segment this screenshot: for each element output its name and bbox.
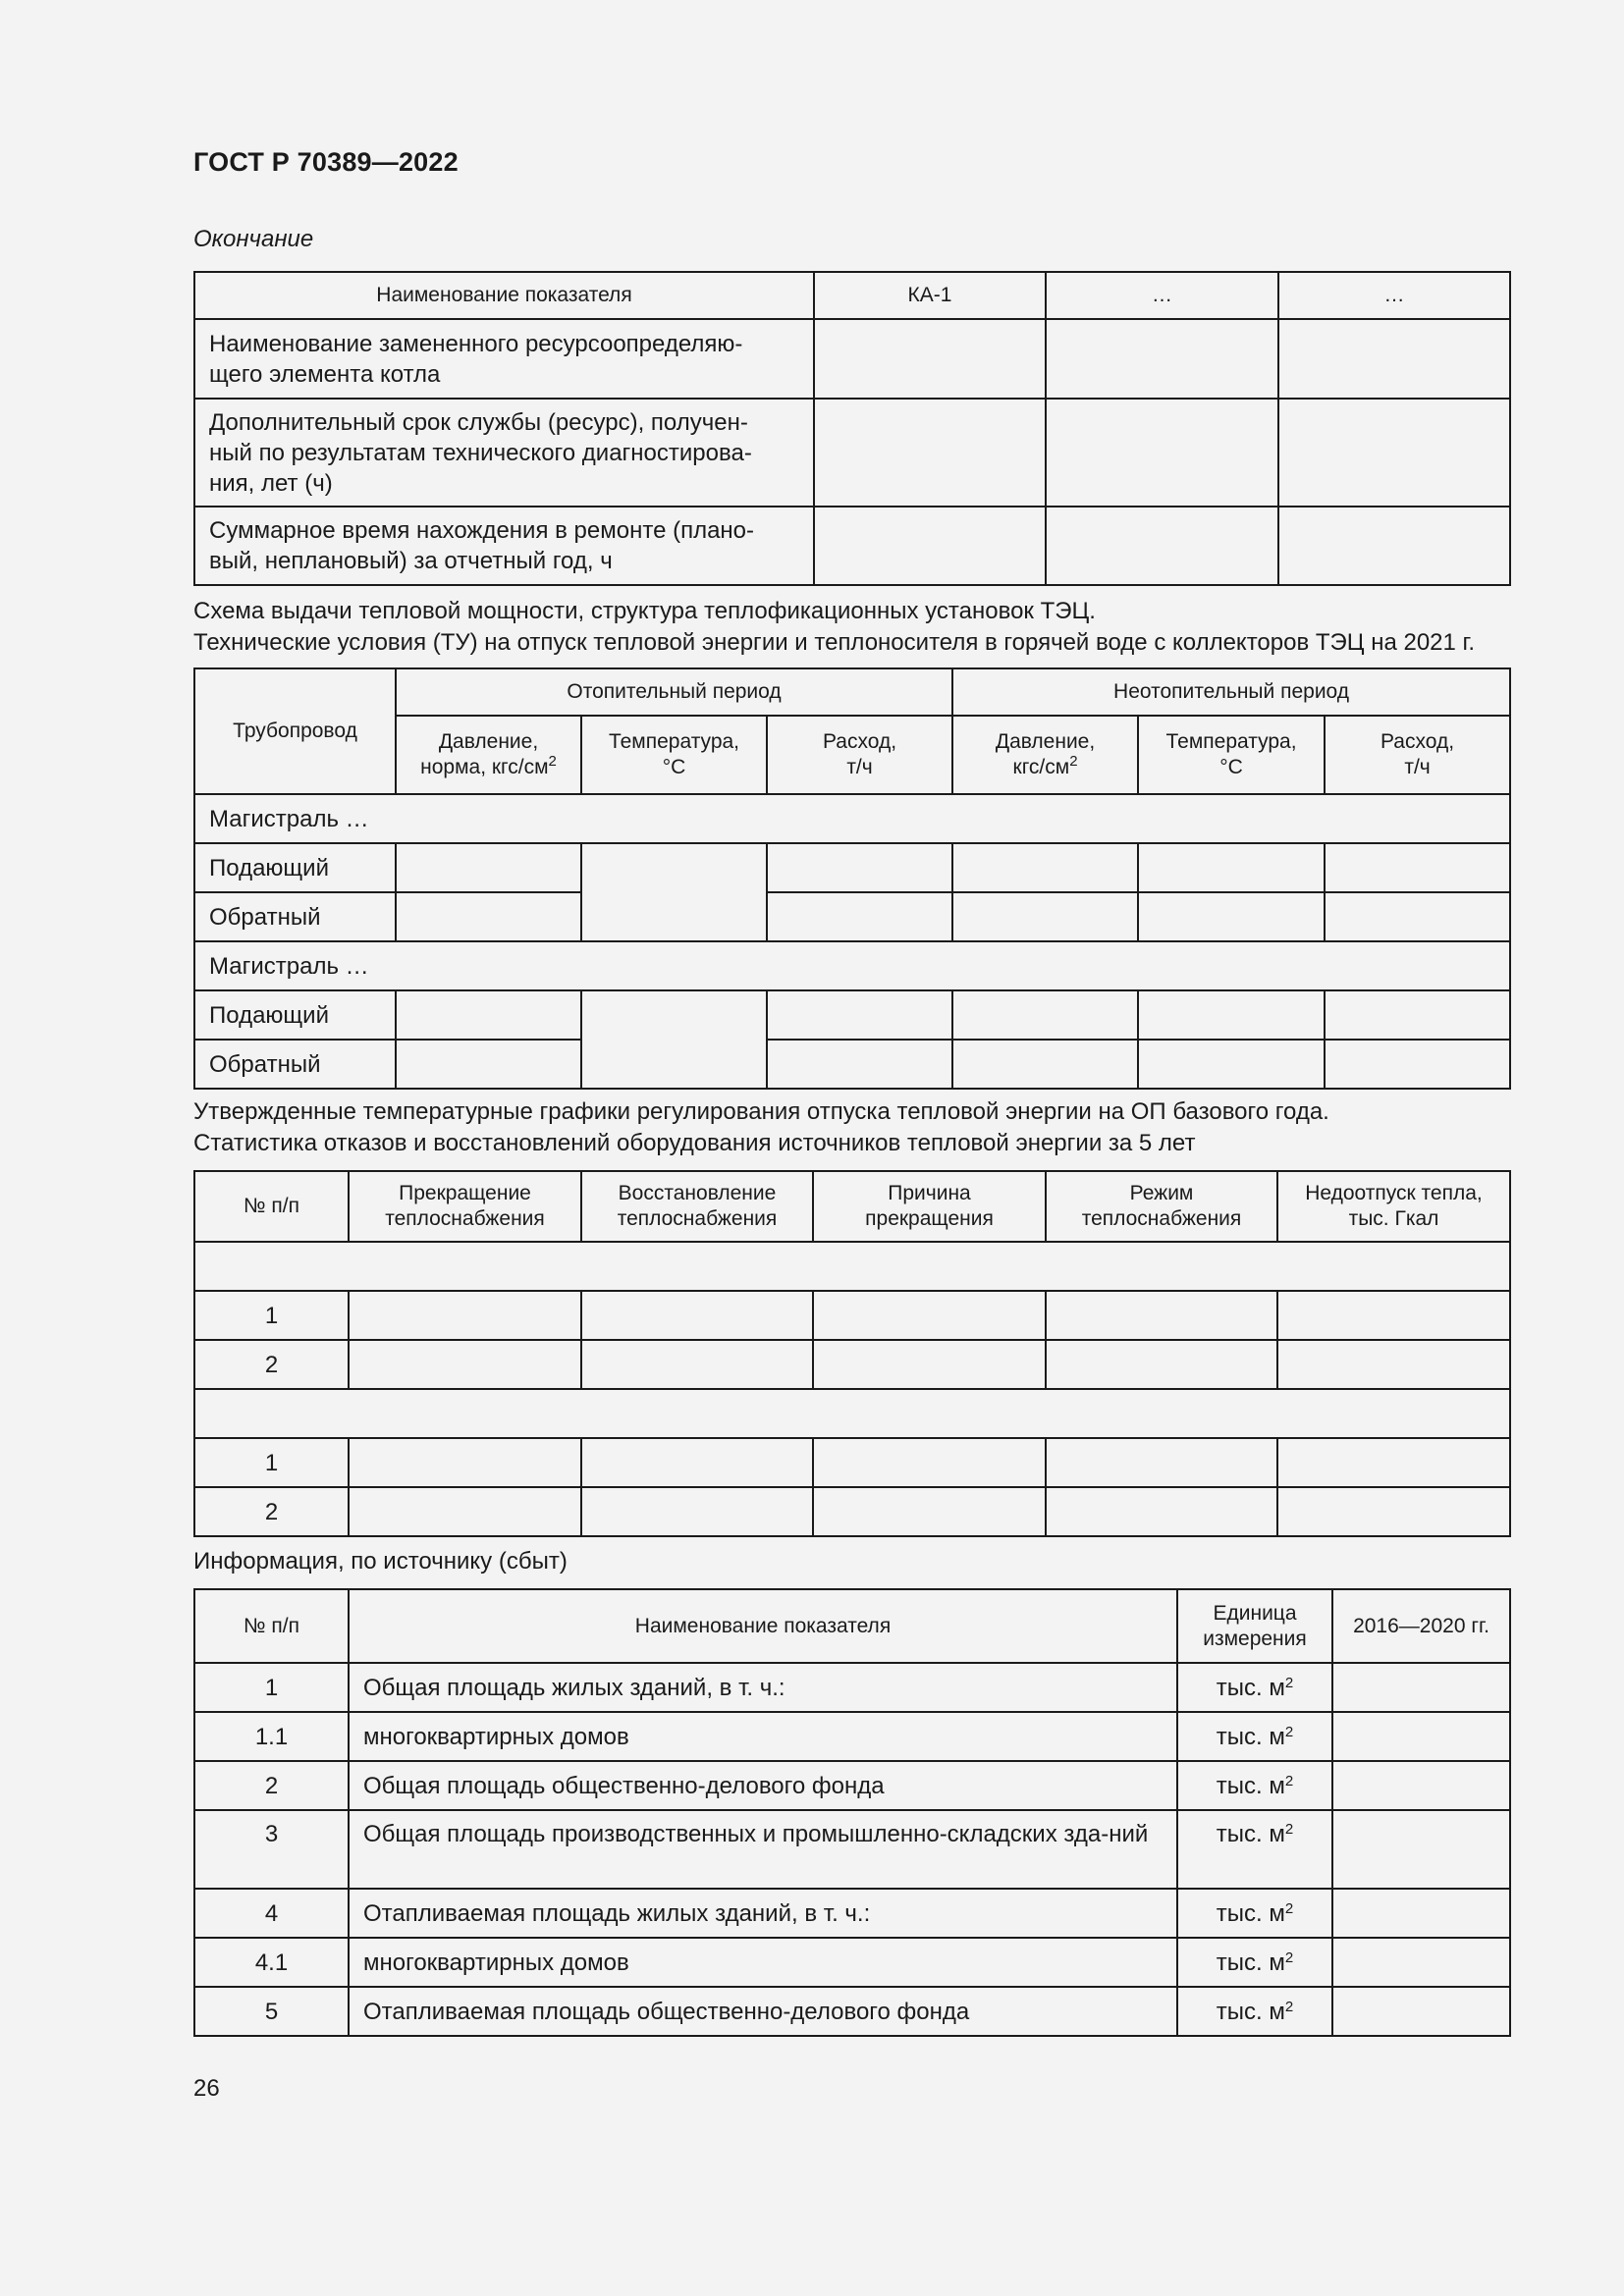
table-cell (581, 1291, 813, 1340)
table-header-cell: Недоотпуск тепла, тыс. Гкал (1277, 1171, 1510, 1242)
failures-statistics-table (193, 1170, 1511, 1537)
indicator-name: Отапливаемая площадь общественно-делового фонда (349, 1987, 1177, 2036)
table-header-cell: … (1278, 272, 1510, 319)
return-row-label: Обратный (194, 892, 396, 941)
indicator-name: Общая площадь производственных и промышленно-складских зда-ний (349, 1810, 1177, 1889)
flow-header: Расход, т/ч (767, 716, 952, 794)
pipeline-header: Трубопровод (194, 668, 396, 794)
table-header-cell: Единица измерения (1177, 1589, 1332, 1663)
table-cell (1138, 892, 1325, 941)
supply-row-label: Подающий (194, 843, 396, 892)
table-cell (1046, 507, 1278, 585)
table-cell (1332, 1663, 1510, 1712)
table-header-cell: Наименование показателя (349, 1589, 1177, 1663)
table-cell (1332, 1938, 1510, 1987)
paragraph: Статистика отказов и восстановлений оборудования источников тепловой энергии за 5 лет (193, 1130, 1196, 1156)
unit-cell: тыс. $м^2$ (1177, 1712, 1332, 1761)
table-cell (1277, 1487, 1510, 1536)
table-cell (581, 1487, 813, 1536)
table-cell (767, 990, 952, 1040)
table-cell (767, 1040, 952, 1089)
unit-cell: тыс. $м^2$ (1177, 1889, 1332, 1938)
table-header-cell: … (1046, 272, 1278, 319)
table-cell (1332, 1889, 1510, 1938)
table-cell (1046, 399, 1278, 507)
row-number: 5 (194, 1987, 349, 2036)
heating-period-header: Отопительный период (396, 668, 952, 716)
indicator-name: Общая площадь жилых зданий, в т. ч.: (349, 1663, 1177, 1712)
table-cell (952, 843, 1138, 892)
indicator-name: Дополнительный срок службы (ресурс), получен-ный по результатам технического диагностирова-ния, лет (ч) (209, 408, 752, 497)
table-cell (814, 319, 1046, 399)
document-code: ГОСТ Р 70389—2022 (193, 147, 459, 177)
unit-cell: тыс. $м^2$ (1177, 1761, 1332, 1810)
table-cell (1278, 399, 1510, 507)
pressure-header: Давление, кгс/$см^2$ (952, 716, 1138, 794)
table-cell (1138, 990, 1325, 1040)
table-cell (1046, 1487, 1277, 1536)
table-cell (1278, 507, 1510, 585)
main-line-row: Магистраль … (194, 794, 1510, 843)
indicator-name: Отапливаемая площадь жилых зданий, в т. ч.: (349, 1889, 1177, 1938)
table-cell (1332, 1761, 1510, 1810)
supply-row-label: Подающий (194, 990, 396, 1040)
group-row (194, 1389, 1510, 1438)
continuation-label: Окончание (193, 226, 314, 252)
table-cell (813, 1487, 1046, 1536)
source-info-table (193, 1588, 1511, 2037)
row-number: 1.1 (194, 1712, 349, 1761)
row-number: 4.1 (194, 1938, 349, 1987)
table-cell (396, 990, 581, 1040)
indicator-name: Наименование замененного ресурсоопределяю-щего элемента котла (209, 330, 743, 388)
table-cell (767, 892, 952, 941)
unit-cell: тыс. $м^2$ (1177, 1663, 1332, 1712)
table-cell (1325, 1040, 1510, 1089)
table-header-cell: Режим теплоснабжения (1046, 1171, 1277, 1242)
indicator-name: Общая площадь общественно-делового фонда (349, 1761, 1177, 1810)
row-number: 2 (194, 1487, 349, 1536)
table-cell (349, 1487, 581, 1536)
paragraph: Информация, по источнику (сбыт) (193, 1548, 568, 1575)
pressure-norm-header: Давление, норма, кгс/$см^2$ (396, 716, 581, 794)
table-header-cell: № п/п (194, 1589, 349, 1663)
table-cell (396, 843, 581, 892)
table-cell (396, 1040, 581, 1089)
table-cell (813, 1291, 1046, 1340)
table-cell (1325, 892, 1510, 941)
table-cell (1277, 1340, 1510, 1389)
table-cell-merged (581, 990, 767, 1089)
boiler-indicators-table (193, 271, 1511, 586)
table-cell (1046, 1438, 1277, 1487)
table-cell (767, 843, 952, 892)
table-cell (349, 1291, 581, 1340)
temperature-header: Температура, °С (1138, 716, 1325, 794)
table-cell (349, 1438, 581, 1487)
table-cell (1277, 1438, 1510, 1487)
technical-conditions-table (193, 667, 1511, 1090)
table-header-cell: № п/п (194, 1171, 349, 1242)
table-cell (581, 1438, 813, 1487)
table-cell (952, 990, 1138, 1040)
row-number: 2 (194, 1340, 349, 1389)
table-cell (396, 892, 581, 941)
table-header-cell: Восстановление теплоснабжения (581, 1171, 813, 1242)
table-cell (1332, 1987, 1510, 2036)
table-cell (1332, 1810, 1510, 1889)
row-number: 2 (194, 1761, 349, 1810)
row-number: 1 (194, 1291, 349, 1340)
table-cell (1046, 1340, 1277, 1389)
group-row (194, 1242, 1510, 1291)
table-cell-merged (581, 843, 767, 941)
main-line-row: Магистраль … (194, 941, 1510, 990)
table-cell (1046, 1291, 1277, 1340)
table-cell (1325, 990, 1510, 1040)
table-cell (1138, 843, 1325, 892)
table-cell (1332, 1712, 1510, 1761)
row-number: 1 (194, 1663, 349, 1712)
table-cell (814, 399, 1046, 507)
table-cell (952, 892, 1138, 941)
table-cell (814, 507, 1046, 585)
table-header-cell: Причина прекращения (813, 1171, 1046, 1242)
table-cell (813, 1438, 1046, 1487)
page-number: 26 (193, 2075, 220, 2102)
flow-header: Расход, т/ч (1325, 716, 1510, 794)
nonheating-period-header: Неотопительный период (952, 668, 1510, 716)
table-header-cell: Прекращение теплоснабжения (349, 1171, 581, 1242)
table-cell (349, 1340, 581, 1389)
table-cell (952, 1040, 1138, 1089)
row-number: 3 (194, 1810, 349, 1889)
indicator-name: многоквартирных домов (349, 1938, 1177, 1987)
row-number: 4 (194, 1889, 349, 1938)
indicator-name: Суммарное время нахождения в ремонте (плано-вый, неплановый) за отчетный год, ч (209, 517, 755, 574)
paragraph: Утвержденные температурные графики регулирования отпуска тепловой энергии на ОП базового года. (193, 1098, 1329, 1125)
table-cell (1278, 319, 1510, 399)
return-row-label: Обратный (194, 1040, 396, 1089)
table-cell (1046, 319, 1278, 399)
paragraph: Схема выдачи тепловой мощности, структура теплофикационных установок ТЭЦ. (193, 598, 1096, 624)
unit-cell: тыс. $м^2$ (1177, 1938, 1332, 1987)
unit-cell: тыс. $м^2$ (1177, 1987, 1332, 2036)
temperature-header: Температура, °С (581, 716, 767, 794)
table-cell (1277, 1291, 1510, 1340)
table-cell (813, 1340, 1046, 1389)
table-cell (1138, 1040, 1325, 1089)
paragraph: Технические условия (ТУ) на отпуск тепловой энергии и теплоносителя в горячей воде с коллекторов ТЭЦ на 2021 г. (193, 629, 1476, 656)
table-header-cell: 2016—2020 гг. (1332, 1589, 1510, 1663)
table-header-cell: Наименование показателя (194, 272, 814, 319)
table-header-cell: КА-1 (814, 272, 1046, 319)
table-cell (1325, 843, 1510, 892)
row-number: 1 (194, 1438, 349, 1487)
table-cell (581, 1340, 813, 1389)
unit-cell: тыс. $м^2$ (1177, 1810, 1332, 1889)
indicator-name: многоквартирных домов (349, 1712, 1177, 1761)
